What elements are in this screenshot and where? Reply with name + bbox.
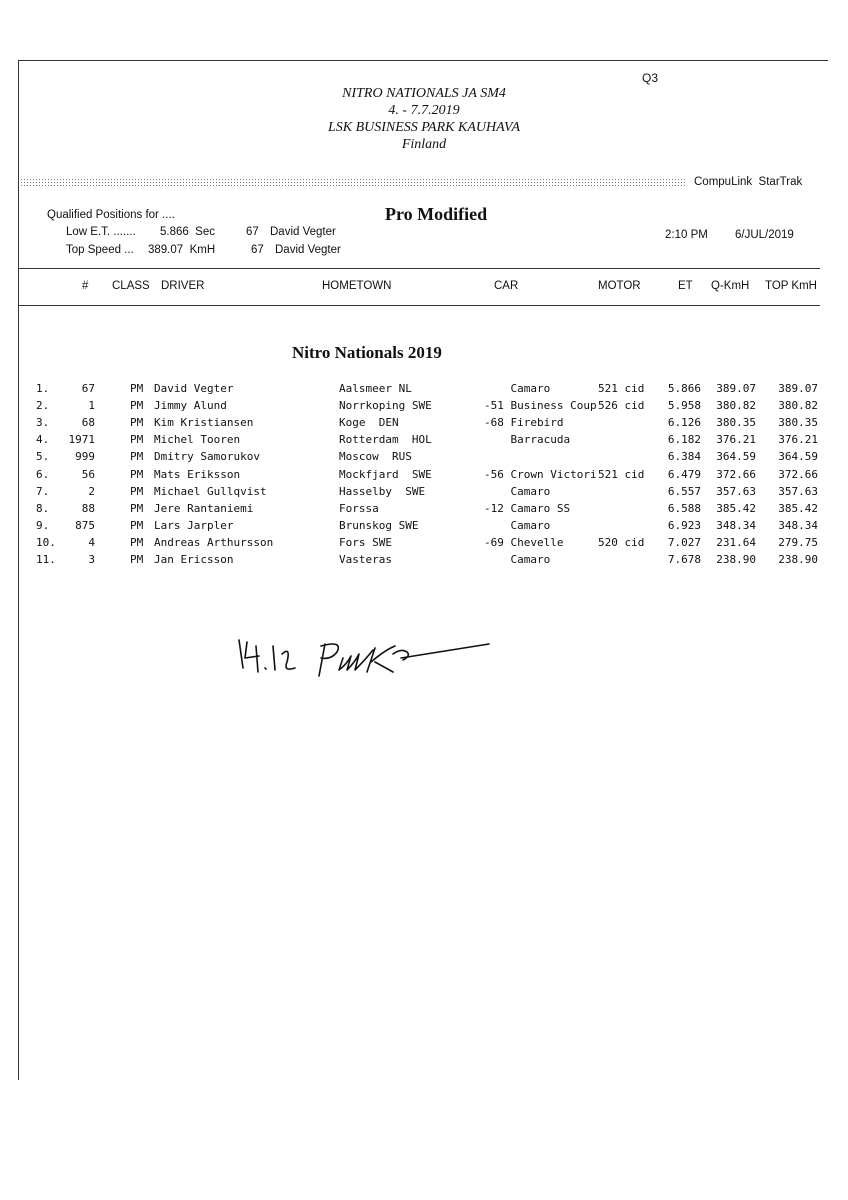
cell-et: 7.027 [667, 535, 701, 549]
col-class: CLASS [112, 280, 150, 292]
cell-q: 357.63 [716, 484, 756, 498]
table-row [0, 450, 848, 467]
cell-q: 380.82 [716, 399, 756, 413]
cell-et: 5.866 [667, 382, 701, 395]
cell-hometown: Aalsmeer NL [339, 382, 412, 395]
cell-driver: Jimmy Alund [154, 399, 227, 413]
cell-q: 364.59 [716, 450, 756, 464]
cell-pos: 3. [36, 416, 50, 430]
cell-hometown: Moscow RUS [339, 450, 412, 464]
cell-top: 357.63 [778, 484, 818, 498]
cell-cls: PM [130, 416, 144, 430]
cell-q: 238.90 [716, 553, 756, 566]
cell-top: 348.34 [778, 518, 818, 532]
section-title: Nitro Nationals 2019 [292, 343, 442, 362]
top-speed-label: Top Speed ... [66, 244, 134, 256]
cell-cls: PM [130, 518, 144, 532]
cell-hometown: Norrkoping SWE [339, 399, 432, 413]
cell-pos: 4. [36, 433, 50, 447]
cell-cls: PM [130, 399, 144, 413]
cell-top: 279.75 [778, 535, 818, 549]
cell-top: 389.07 [778, 382, 818, 395]
cell-cls: PM [130, 501, 144, 515]
cell-driver: Michael Gullqvist [154, 484, 267, 498]
cell-driver: Jan Ericsson [154, 553, 234, 566]
cell-num: 1971 [68, 433, 95, 447]
cell-pos: 8. [36, 501, 50, 515]
top-speed-car: 67 [251, 244, 264, 256]
table-row [0, 536, 848, 553]
cell-car: -12 Camaro SS [484, 501, 571, 515]
handwritten-signature [225, 632, 500, 682]
top-speed-driver: David Vegter [275, 244, 341, 256]
low-et-driver: David Vegter [270, 226, 336, 238]
col-motor: MOTOR [598, 280, 641, 292]
cell-top: 238.90 [778, 553, 818, 566]
cell-car: -51 Business Coup [484, 399, 597, 413]
cell-top: 380.35 [778, 416, 818, 430]
event-country: Finland [401, 137, 447, 152]
table-row [0, 468, 848, 485]
event-venue: LSK BUSINESS PARK KAUHAVA [327, 120, 521, 135]
cell-q: 231.64 [716, 535, 756, 549]
cell-top: 372.66 [778, 467, 818, 481]
cell-pos: 1. [36, 382, 50, 395]
cell-top: 376.21 [778, 433, 818, 447]
cell-motor: 520 cid [598, 535, 645, 549]
cell-q: 380.35 [716, 416, 756, 430]
cell-driver: Michel Tooren [154, 433, 241, 447]
cell-hometown: Koge DEN [339, 416, 399, 430]
table-row [0, 553, 848, 570]
header-divider-bottom [18, 305, 820, 306]
table-row [0, 399, 848, 416]
cell-hometown: Vasteras [339, 553, 392, 566]
table-row [0, 416, 848, 433]
cell-top: 385.42 [778, 501, 818, 515]
cell-num: 67 [81, 382, 95, 395]
cell-hometown: Rotterdam HOL [339, 433, 432, 447]
cell-driver: Andreas Arthursson [154, 535, 274, 549]
col-qkmh: Q-KmH [711, 280, 750, 292]
cell-num: 3 [88, 553, 95, 566]
cell-car: Camaro [484, 553, 551, 566]
cell-et: 6.557 [667, 484, 701, 498]
table-row [0, 485, 848, 502]
event-title: NITRO NATIONALS JA SM4 [342, 86, 506, 101]
report-time: 2:10 PM [665, 229, 708, 241]
col-car: CAR [494, 280, 519, 292]
col-num: # [82, 280, 89, 292]
cell-cls: PM [130, 553, 144, 566]
cell-q: 385.42 [716, 501, 756, 515]
qualified-positions-label: Qualified Positions for .... [47, 209, 175, 221]
cell-et: 7.678 [667, 553, 701, 566]
header-divider-top [18, 268, 820, 269]
cell-driver: Mats Eriksson [154, 467, 241, 481]
cell-num: 1 [88, 399, 95, 413]
cell-pos: 6. [36, 467, 50, 481]
cell-q: 372.66 [716, 467, 756, 481]
cell-pos: 9. [36, 518, 50, 532]
cell-hometown: Fors SWE [339, 535, 392, 549]
col-driver: DRIVER [161, 280, 205, 292]
cell-hometown: Hasselby SWE [339, 484, 426, 498]
cell-pos: 2. [36, 399, 50, 413]
cell-hometown: Brunskog SWE [339, 518, 419, 532]
cell-et: 6.923 [667, 518, 701, 532]
col-et: ET [678, 280, 693, 292]
cell-et: 6.588 [667, 501, 701, 515]
cell-car: -69 Chevelle [484, 535, 564, 549]
timing-system-label: CompuLink StarTrak [694, 176, 803, 188]
report-date: 6/JUL/2019 [735, 229, 794, 241]
cell-cls: PM [130, 535, 144, 549]
event-dates: 4. - 7.7.2019 [388, 103, 460, 118]
cell-num: 68 [81, 416, 95, 430]
cell-num: 875 [75, 518, 95, 532]
cell-q: 348.34 [716, 518, 756, 532]
cell-car: Camaro [484, 484, 551, 498]
cell-pos: 11. [36, 553, 56, 566]
cell-top: 364.59 [778, 450, 818, 464]
cell-num: 2 [88, 484, 95, 498]
low-et-car: 67 [246, 226, 259, 238]
cell-pos: 5. [36, 450, 50, 464]
cell-et: 6.384 [667, 450, 701, 464]
table-row [0, 433, 848, 450]
table-row [0, 382, 848, 399]
cell-motor: 526 cid [598, 399, 645, 413]
cell-et: 6.479 [667, 467, 701, 481]
cell-driver: David Vegter [154, 382, 234, 395]
cell-cls: PM [130, 484, 144, 498]
left-border-line [18, 60, 19, 1080]
cell-motor: 521 cid [598, 467, 645, 481]
table-row [0, 502, 848, 519]
cell-q: 389.07 [716, 382, 756, 395]
cell-et: 5.958 [667, 399, 701, 413]
cell-driver: Jere Rantaniemi [154, 501, 254, 515]
cell-car: Camaro [484, 382, 551, 395]
class-title: Pro Modified [385, 204, 488, 224]
cell-car: Camaro [484, 518, 551, 532]
cell-car: -56 Crown Victori [484, 467, 597, 481]
cell-et: 6.126 [667, 416, 701, 430]
cell-car: Barracuda [484, 433, 571, 447]
cell-motor: 521 cid [598, 382, 645, 395]
cell-cls: PM [130, 450, 144, 464]
top-border-line [18, 60, 828, 61]
cell-cls: PM [130, 467, 144, 481]
table-row [0, 519, 848, 536]
cell-pos: 10. [36, 535, 56, 549]
cell-pos: 7. [36, 484, 50, 498]
col-hometown: HOMETOWN [322, 280, 392, 292]
cell-cls: PM [130, 382, 144, 395]
cell-num: 999 [75, 450, 95, 464]
cell-driver: Kim Kristiansen [154, 416, 254, 430]
low-et-value: 5.866 Sec [160, 226, 215, 238]
top-speed-value: 389.07 KmH [148, 244, 216, 256]
cell-num: 88 [81, 501, 95, 515]
cell-top: 380.82 [778, 399, 818, 413]
cell-num: 56 [81, 467, 95, 481]
cell-car: -68 Firebird [484, 416, 564, 430]
cell-num: 4 [88, 535, 95, 549]
low-et-label: Low E.T. ....... [66, 226, 136, 238]
dotted-band [20, 178, 685, 188]
cell-driver: Lars Jarpler [154, 518, 234, 532]
cell-hometown: Mockfjard SWE [339, 467, 432, 481]
cell-driver: Dmitry Samorukov [154, 450, 260, 464]
cell-cls: PM [130, 433, 144, 447]
cell-et: 6.182 [667, 433, 701, 447]
sheet-code: Q3 [642, 71, 659, 85]
col-topkmh: TOP KmH [765, 280, 817, 292]
cell-hometown: Forssa [339, 501, 379, 515]
cell-q: 376.21 [716, 433, 756, 447]
